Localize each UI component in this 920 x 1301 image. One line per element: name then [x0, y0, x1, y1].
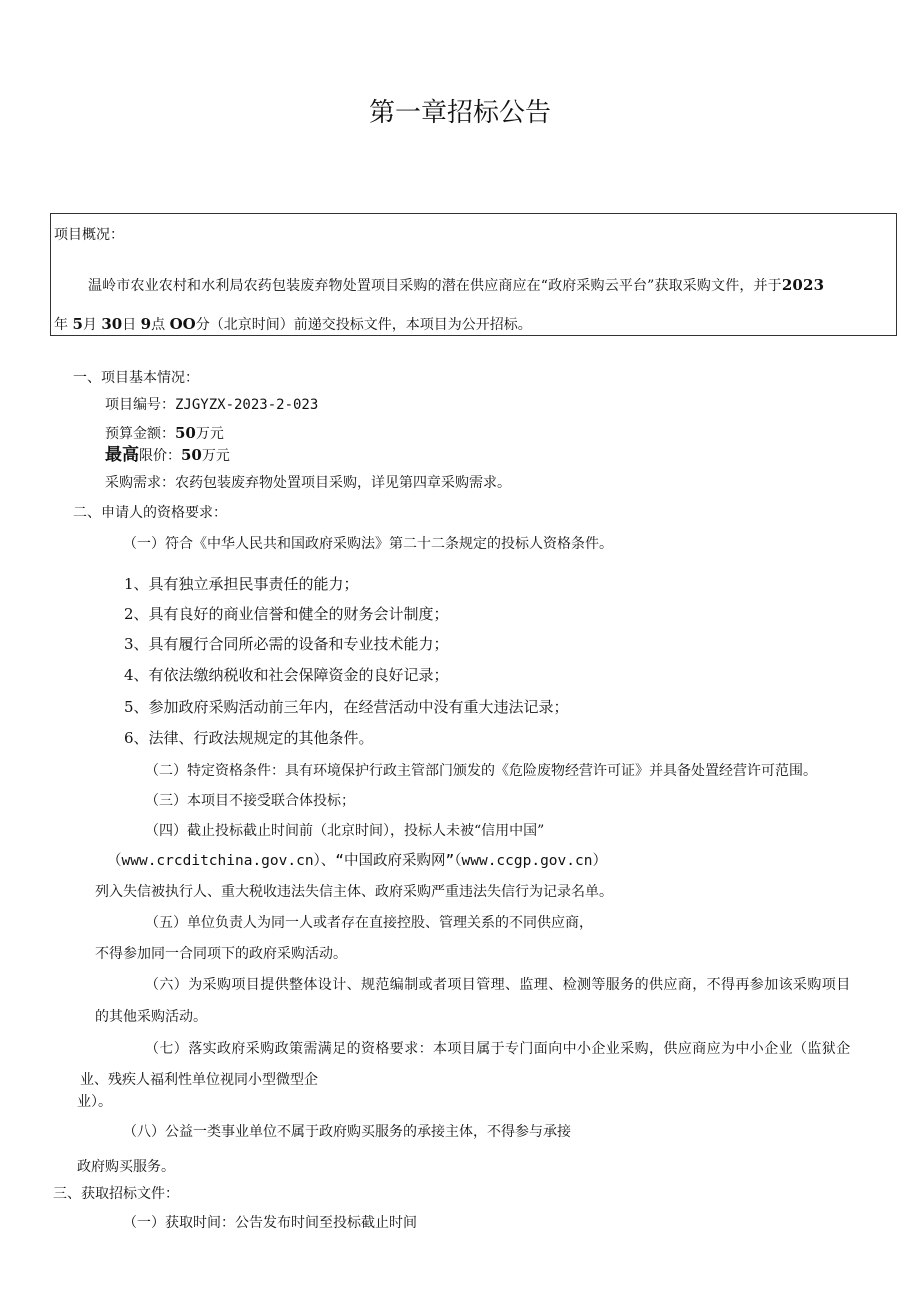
qualification-item-4-line-2: （www.crcditchina.gov.cn）、“中国政府采购网”（www.ccgp.gov.cn）	[107, 853, 607, 869]
qualification-item-8-line-2: 政府购买服务。	[77, 1159, 175, 1175]
condition-item: 3、具有履行合同所必需的设备和专业技术能力；	[124, 635, 449, 653]
condition-item: 1、具有独立承担民事责任的能力；	[124, 575, 359, 593]
project-number: 项目编号：ZJGYZX-2023-2-023	[105, 397, 319, 413]
qualification-item-6-line-2: 的其他采购活动。	[95, 1009, 207, 1025]
condition-item: 6、法律、行政法规规定的其他条件。	[124, 729, 374, 747]
qualification-item-4-line-1: （四）截止投标截止时间前（北京时间），投标人未被“信用中国”	[145, 823, 545, 839]
qualification-item-4-line-3: 列入失信被执行人、重大税收违法失信主体、政府采购严重违法失信行为记录名单。	[95, 884, 613, 900]
overview-line-2: 年 5月 30日 9点 OO分（北京时间）前递交投标文件，本项目为公开招标。	[54, 315, 532, 333]
qualification-item-7-line-1: （七）落实政府采购政策需满足的资格要求：本项目属于专门面向中小企业采购，供应商应为中小企业（监狱企	[145, 1041, 851, 1057]
overview-line-1: 温岭市农业农村和水利局农药包装废弃物处置项目采购的潜在供应商应在“政府采购云平台”获取采购文件，并于2023	[88, 276, 825, 294]
acquisition-time: （一）获取时间：公告发布时间至投标截止时间	[123, 1215, 417, 1231]
section3-heading: 三、获取招标文件：	[53, 1186, 179, 1202]
overview-label: 项目概况：	[54, 227, 124, 243]
qualification-item-2: （二）特定资格条件：具有环境保护行政主管部门颁发的《危险废物经营许可证》并具备处置经营许可范围。	[145, 763, 817, 779]
budget-amount: 预算金额：50万元	[105, 424, 224, 442]
condition-item: 5、参加政府采购活动前三年内，在经营活动中没有重大违法记录；	[124, 698, 569, 716]
qualification-item-5-line-2: 不得参加同一合同项下的政府采购活动。	[95, 946, 347, 962]
page-title: 第一章招标公告	[368, 98, 551, 128]
qualification-item-8-line-1: （八）公益一类事业单位不属于政府购买服务的承接主体，不得参与承接	[123, 1124, 571, 1140]
qualification-item-7-line-2: 业、残疾人福利性单位视同小型微型企	[80, 1072, 318, 1088]
condition-item: 4、有依法缴纳税收和社会保障资金的良好记录；	[124, 666, 449, 684]
procurement-demand: 采购需求：农药包装废弃物处置项目采购，详见第四章采购需求。	[105, 475, 511, 491]
qualification-item-1: （一）符合《中华人民共和国政府采购法》第二十二条规定的投标人资格条件。	[123, 536, 613, 552]
max-price: 最高限价：50万元	[105, 445, 230, 465]
condition-item: 2、具有良好的商业信誉和健全的财务会计制度；	[124, 605, 449, 623]
qualification-item-5-line-1: （五）单位负责人为同一人或者存在直接控股、管理关系的不同供应商，	[145, 915, 593, 931]
qualification-item-7-line-3: 业）。	[77, 1094, 112, 1110]
section2-heading: 二、申请人的资格要求：	[73, 505, 227, 521]
qualification-item-3: （三）本项目不接受联合体投标；	[145, 793, 355, 809]
qualification-item-6-line-1: （六）为采购项目提供整体设计、规范编制或者项目管理、监理、检测等服务的供应商，不得再参加该采购项目	[145, 977, 851, 993]
section1-heading: 一、项目基本情况：	[73, 370, 199, 386]
